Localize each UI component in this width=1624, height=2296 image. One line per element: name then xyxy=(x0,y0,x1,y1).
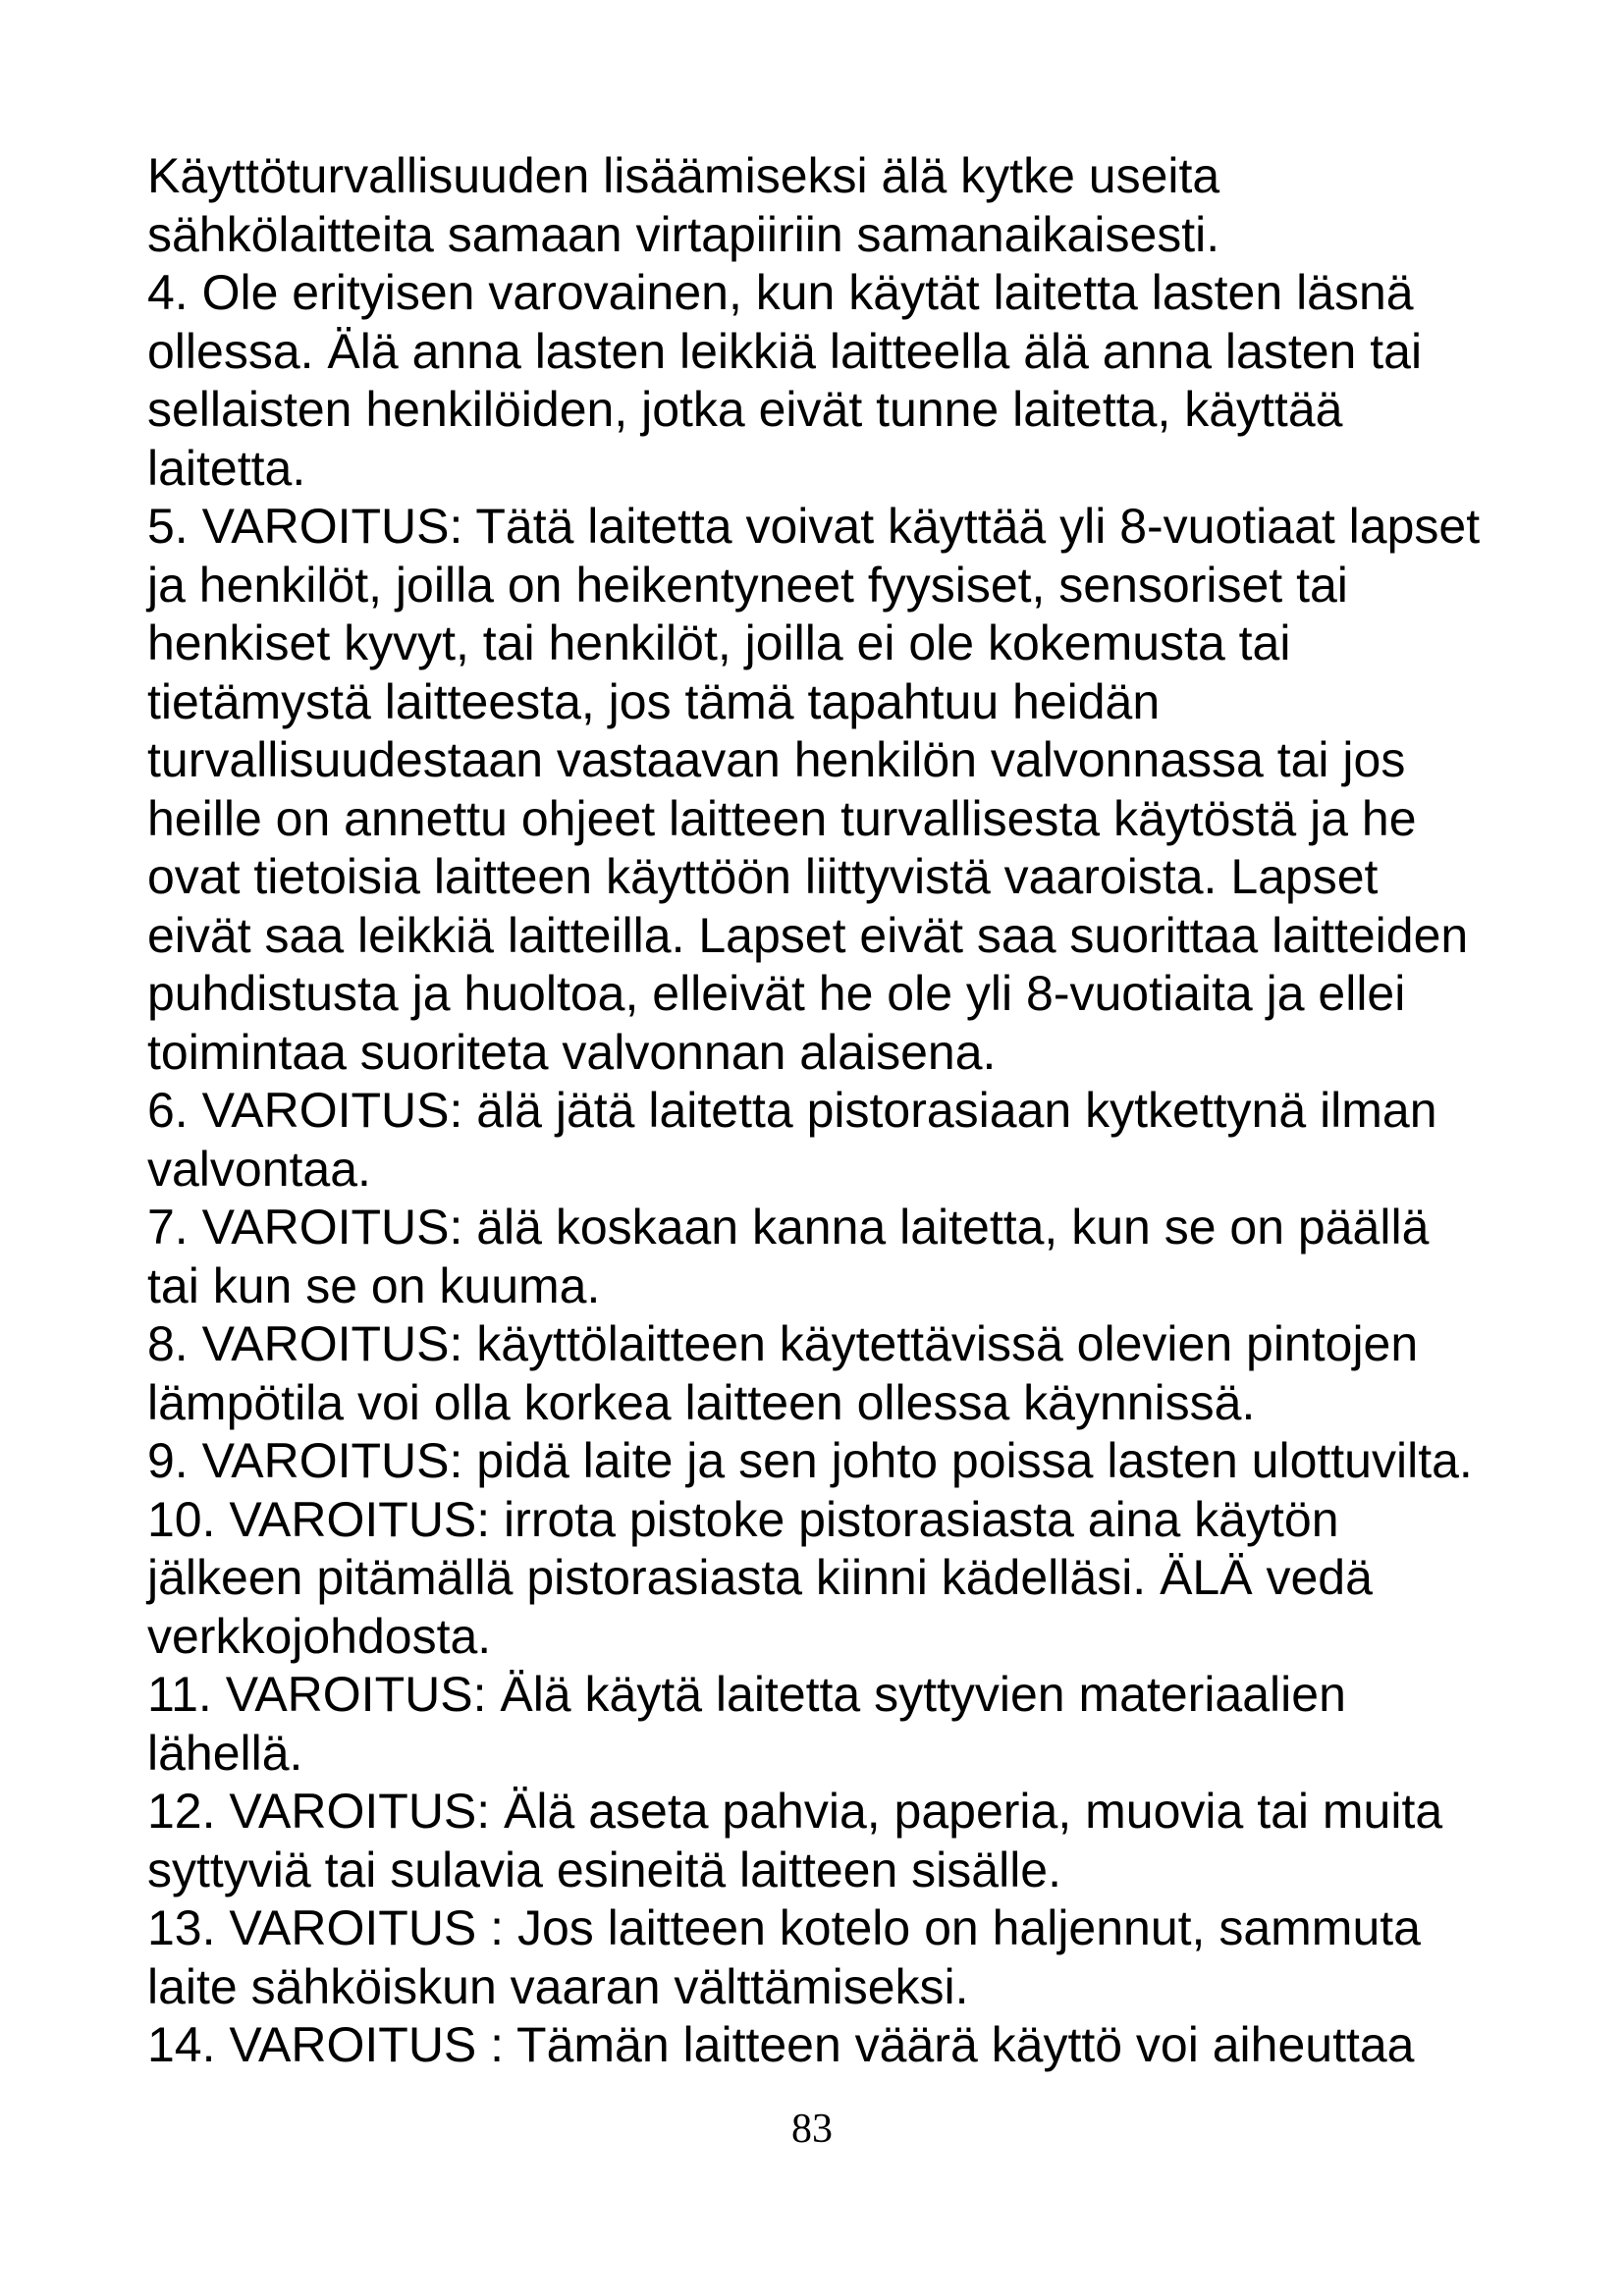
text-line: turvallisuudestaan vastaavan henkilön valvonnassa tai jos xyxy=(147,732,1406,787)
text-line: sellaisten henkilöiden, jotka eivät tunne laitetta, käyttää xyxy=(147,382,1343,437)
text-line: henkiset kyvyt, tai henkilöt, joilla ei ole kokemusta tai xyxy=(147,615,1291,670)
text-line: 6. VAROITUS: älä jätä laitetta pistorasiaan kytkettynä ilman xyxy=(147,1083,1437,1138)
text-line: laite sähköiskun vaaran välttämiseksi. xyxy=(147,1958,969,2014)
text-line: sähkölaitteita samaan virtapiiriin samanaikaisesti. xyxy=(147,206,1220,262)
text-line: puhdistusta ja huoltoa, elleivät he ole yli 8-vuotiaita ja ellei xyxy=(147,966,1406,1021)
text-line: heille on annettu ohjeet laitteen turvallisesta käytöstä ja he xyxy=(147,790,1417,846)
text-line: tai kun se on kuuma. xyxy=(147,1257,601,1313)
text-line: 5. VAROITUS: Tätä laitetta voivat käyttää yli 8-vuotiaat lapset xyxy=(147,499,1481,554)
text-line: lähellä. xyxy=(147,1725,303,1781)
text-line: 7. VAROITUS: älä koskaan kanna laitetta, kun se on päällä xyxy=(147,1200,1430,1255)
text-line: syttyviä tai sulavia esineitä laitteen sisälle. xyxy=(147,1842,1062,1897)
page-number: 83 xyxy=(791,2107,833,2152)
text-line: 4. Ole erityisen varovainen, kun käytät laitetta lasten läsnä xyxy=(147,265,1414,320)
text-line: eivät saa leikkiä laitteilla. Lapset eivät saa suorittaa laitteiden xyxy=(147,907,1469,963)
text-line: 11. VAROITUS: Älä käytä laitetta syttyvien materiaalien xyxy=(147,1667,1346,1722)
text-line: lämpötila voi olla korkea laitteen ollessa käynnissä. xyxy=(147,1374,1256,1430)
text-line: 9. VAROITUS: pidä laite ja sen johto poissa lasten ulottuvilta. xyxy=(147,1433,1473,1488)
text-line: laitetta. xyxy=(147,440,306,496)
text-line: ovat tietoisia laitteen käyttöön liittyvistä vaaroista. Lapset xyxy=(147,849,1379,904)
body-text xyxy=(147,147,1542,2075)
text-line: 8. VAROITUS: käyttölaitteen käytettävissä olevien pintojen xyxy=(147,1316,1419,1371)
text-line: Käyttöturvallisuuden lisäämiseksi älä kytke useita xyxy=(147,148,1220,203)
text-line: valvontaa. xyxy=(147,1141,371,1197)
text-line: 10. VAROITUS: irrota pistoke pistorasiasta aina käytön xyxy=(147,1491,1339,1547)
text-line: toimintaa suoriteta valvonnan alaisena. xyxy=(147,1024,997,1080)
text-line: 14. VAROITUS : Tämän laitteen väärä käyttö voi aiheuttaa xyxy=(147,2017,1415,2072)
text-line: tietämystä laitteesta, jos tämä tapahtuu heidän xyxy=(147,673,1161,729)
text-line: 12. VAROITUS: Älä aseta pahvia, paperia, muovia tai muita xyxy=(147,1784,1443,1839)
text-line: 13. VAROITUS : Jos laitteen kotelo on haljennut, sammuta xyxy=(147,1900,1421,1955)
text-line: ja henkilöt, joilla on heikentyneet fyysiset, sensoriset tai xyxy=(147,557,1348,613)
text-line: jälkeen pitämällä pistorasiasta kiinni kädelläsi. ÄLÄ vedä xyxy=(147,1550,1373,1605)
text-line: ollessa. Älä anna lasten leikkiä laitteella älä anna lasten tai xyxy=(147,323,1423,379)
text-line: verkkojohdosta. xyxy=(147,1608,492,1664)
